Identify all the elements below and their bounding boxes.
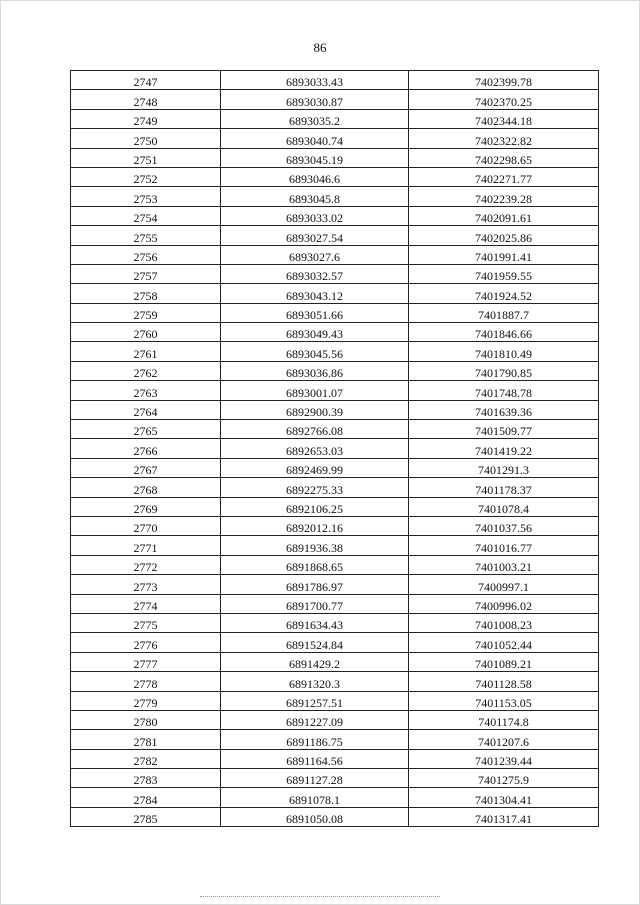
table-row (71, 342, 599, 361)
x-coordinate-cell: 6893051.66 (221, 303, 409, 322)
point-number-cell: 2763 (71, 381, 221, 400)
page-footer-line (200, 896, 440, 897)
y-coordinate-cell: 7402239.28 (409, 187, 599, 206)
point-number-cell: 2765 (71, 420, 221, 439)
x-coordinate-cell: 6893040.74 (221, 129, 409, 148)
table-row (71, 788, 599, 807)
table-row (71, 633, 599, 652)
table-row (71, 109, 599, 128)
point-number-cell: 2773 (71, 575, 221, 594)
point-number-cell: 2764 (71, 400, 221, 419)
x-coordinate-cell: 6891700.77 (221, 594, 409, 613)
x-coordinate-cell: 6892653.03 (221, 439, 409, 458)
x-coordinate-cell: 6892275.33 (221, 478, 409, 497)
x-coordinate-cell: 6893030.87 (221, 90, 409, 109)
table-row (71, 420, 599, 439)
point-number-cell: 2766 (71, 439, 221, 458)
y-coordinate-cell: 7401178.37 (409, 478, 599, 497)
table-row (71, 516, 599, 535)
x-coordinate-cell: 6893033.02 (221, 206, 409, 225)
coordinates-table-body (71, 71, 599, 827)
point-number-cell: 2757 (71, 264, 221, 283)
y-coordinate-cell: 7402322.82 (409, 129, 599, 148)
table-row (71, 400, 599, 419)
x-coordinate-cell: 6891186.75 (221, 730, 409, 749)
x-coordinate-cell: 6891050.08 (221, 807, 409, 826)
x-coordinate-cell: 6891936.38 (221, 536, 409, 555)
x-coordinate-cell: 6893046.6 (221, 167, 409, 186)
point-number-cell: 2753 (71, 187, 221, 206)
y-coordinate-cell: 7401052.44 (409, 633, 599, 652)
x-coordinate-cell: 6893033.43 (221, 71, 409, 90)
y-coordinate-cell: 7400997.1 (409, 575, 599, 594)
point-number-cell: 2770 (71, 516, 221, 535)
x-coordinate-cell: 6893035.2 (221, 109, 409, 128)
y-coordinate-cell: 7401887.7 (409, 303, 599, 322)
x-coordinate-cell: 6891868.65 (221, 555, 409, 574)
point-number-cell: 2760 (71, 323, 221, 342)
table-row (71, 478, 599, 497)
point-number-cell: 2759 (71, 303, 221, 322)
point-number-cell: 2767 (71, 458, 221, 477)
table-row (71, 575, 599, 594)
point-number-cell: 2747 (71, 71, 221, 90)
point-number-cell: 2768 (71, 478, 221, 497)
table-row (71, 129, 599, 148)
y-coordinate-cell: 7402298.65 (409, 148, 599, 167)
table-row (71, 594, 599, 613)
y-coordinate-cell: 7402370.25 (409, 90, 599, 109)
x-coordinate-cell: 6891164.56 (221, 749, 409, 768)
x-coordinate-cell: 6893001.07 (221, 381, 409, 400)
x-coordinate-cell: 6891078.1 (221, 788, 409, 807)
table-row (71, 264, 599, 283)
y-coordinate-cell: 7401317.41 (409, 807, 599, 826)
point-number-cell: 2774 (71, 594, 221, 613)
y-coordinate-cell: 7401128.58 (409, 672, 599, 691)
x-coordinate-cell: 6892469.99 (221, 458, 409, 477)
point-number-cell: 2755 (71, 226, 221, 245)
point-number-cell: 2782 (71, 749, 221, 768)
y-coordinate-cell: 7401078.4 (409, 497, 599, 516)
point-number-cell: 2780 (71, 710, 221, 729)
table-row (71, 226, 599, 245)
x-coordinate-cell: 6893045.56 (221, 342, 409, 361)
point-number-cell: 2785 (71, 807, 221, 826)
table-row (71, 361, 599, 380)
point-number-cell: 2762 (71, 361, 221, 380)
point-number-cell: 2776 (71, 633, 221, 652)
x-coordinate-cell: 6893043.12 (221, 284, 409, 303)
table-row (71, 284, 599, 303)
y-coordinate-cell: 7401275.9 (409, 769, 599, 788)
x-coordinate-cell: 6892900.39 (221, 400, 409, 419)
y-coordinate-cell: 7401016.77 (409, 536, 599, 555)
y-coordinate-cell: 7401003.21 (409, 555, 599, 574)
y-coordinate-cell: 7401991.41 (409, 245, 599, 264)
table-row (71, 497, 599, 516)
point-number-cell: 2758 (71, 284, 221, 303)
point-number-cell: 2783 (71, 769, 221, 788)
table-row (71, 672, 599, 691)
x-coordinate-cell: 6891257.51 (221, 691, 409, 710)
y-coordinate-cell: 7402399.78 (409, 71, 599, 90)
table-row (71, 730, 599, 749)
y-coordinate-cell: 7401509.77 (409, 420, 599, 439)
table-row (71, 303, 599, 322)
y-coordinate-cell: 7402091.61 (409, 206, 599, 225)
y-coordinate-cell: 7401959.55 (409, 264, 599, 283)
point-number-cell: 2756 (71, 245, 221, 264)
point-number-cell: 2769 (71, 497, 221, 516)
y-coordinate-cell: 7401207.6 (409, 730, 599, 749)
y-coordinate-cell: 7401924.52 (409, 284, 599, 303)
y-coordinate-cell: 7401153.05 (409, 691, 599, 710)
table-row (71, 536, 599, 555)
y-coordinate-cell: 7401419.22 (409, 439, 599, 458)
y-coordinate-cell: 7401174.8 (409, 710, 599, 729)
y-coordinate-cell: 7401639.36 (409, 400, 599, 419)
x-coordinate-cell: 6892106.25 (221, 497, 409, 516)
x-coordinate-cell: 6892766.08 (221, 420, 409, 439)
x-coordinate-cell: 6891524.84 (221, 633, 409, 652)
table-row (71, 206, 599, 225)
x-coordinate-cell: 6893032.57 (221, 264, 409, 283)
table-row (71, 749, 599, 768)
table-row (71, 613, 599, 632)
point-number-cell: 2779 (71, 691, 221, 710)
point-number-cell: 2749 (71, 109, 221, 128)
point-number-cell: 2754 (71, 206, 221, 225)
x-coordinate-cell: 6893045.19 (221, 148, 409, 167)
table-row (71, 807, 599, 826)
y-coordinate-cell: 7401304.41 (409, 788, 599, 807)
point-number-cell: 2761 (71, 342, 221, 361)
table-row (71, 71, 599, 90)
table-row (71, 458, 599, 477)
x-coordinate-cell: 6891786.97 (221, 575, 409, 594)
table-row (71, 167, 599, 186)
y-coordinate-cell: 7401810.49 (409, 342, 599, 361)
x-coordinate-cell: 6893045.8 (221, 187, 409, 206)
y-coordinate-cell: 7401291.3 (409, 458, 599, 477)
y-coordinate-cell: 7401037.56 (409, 516, 599, 535)
table-row (71, 90, 599, 109)
y-coordinate-cell: 7401846.66 (409, 323, 599, 342)
table-row (71, 710, 599, 729)
page-number: 86 (313, 40, 327, 55)
x-coordinate-cell: 6892012.16 (221, 516, 409, 535)
x-coordinate-cell: 6891634.43 (221, 613, 409, 632)
y-coordinate-cell: 7402271.77 (409, 167, 599, 186)
point-number-cell: 2772 (71, 555, 221, 574)
x-coordinate-cell: 6893036.86 (221, 361, 409, 380)
table-row (71, 148, 599, 167)
point-number-cell: 2777 (71, 652, 221, 671)
x-coordinate-cell: 6891320.3 (221, 672, 409, 691)
x-coordinate-cell: 6891127.28 (221, 769, 409, 788)
table-row (71, 555, 599, 574)
point-number-cell: 2771 (71, 536, 221, 555)
y-coordinate-cell: 7401089.21 (409, 652, 599, 671)
y-coordinate-cell: 7402344.18 (409, 109, 599, 128)
point-number-cell: 2781 (71, 730, 221, 749)
point-number-cell: 2748 (71, 90, 221, 109)
table-row (71, 652, 599, 671)
x-coordinate-cell: 6891429.2 (221, 652, 409, 671)
x-coordinate-cell: 6893049.43 (221, 323, 409, 342)
point-number-cell: 2751 (71, 148, 221, 167)
point-number-cell: 2778 (71, 672, 221, 691)
coordinates-table (70, 70, 599, 827)
table-row (71, 245, 599, 264)
y-coordinate-cell: 7402025.86 (409, 226, 599, 245)
point-number-cell: 2784 (71, 788, 221, 807)
point-number-cell: 2750 (71, 129, 221, 148)
y-coordinate-cell: 7401790.85 (409, 361, 599, 380)
table-row (71, 187, 599, 206)
point-number-cell: 2752 (71, 167, 221, 186)
table-row (71, 381, 599, 400)
x-coordinate-cell: 6893027.6 (221, 245, 409, 264)
point-number-cell: 2775 (71, 613, 221, 632)
x-coordinate-cell: 6893027.54 (221, 226, 409, 245)
y-coordinate-cell: 7400996.02 (409, 594, 599, 613)
table-row (71, 769, 599, 788)
table-row (71, 691, 599, 710)
y-coordinate-cell: 7401748.78 (409, 381, 599, 400)
x-coordinate-cell: 6891227.09 (221, 710, 409, 729)
y-coordinate-cell: 7401008.23 (409, 613, 599, 632)
y-coordinate-cell: 7401239.44 (409, 749, 599, 768)
table-row (71, 323, 599, 342)
table-row (71, 439, 599, 458)
